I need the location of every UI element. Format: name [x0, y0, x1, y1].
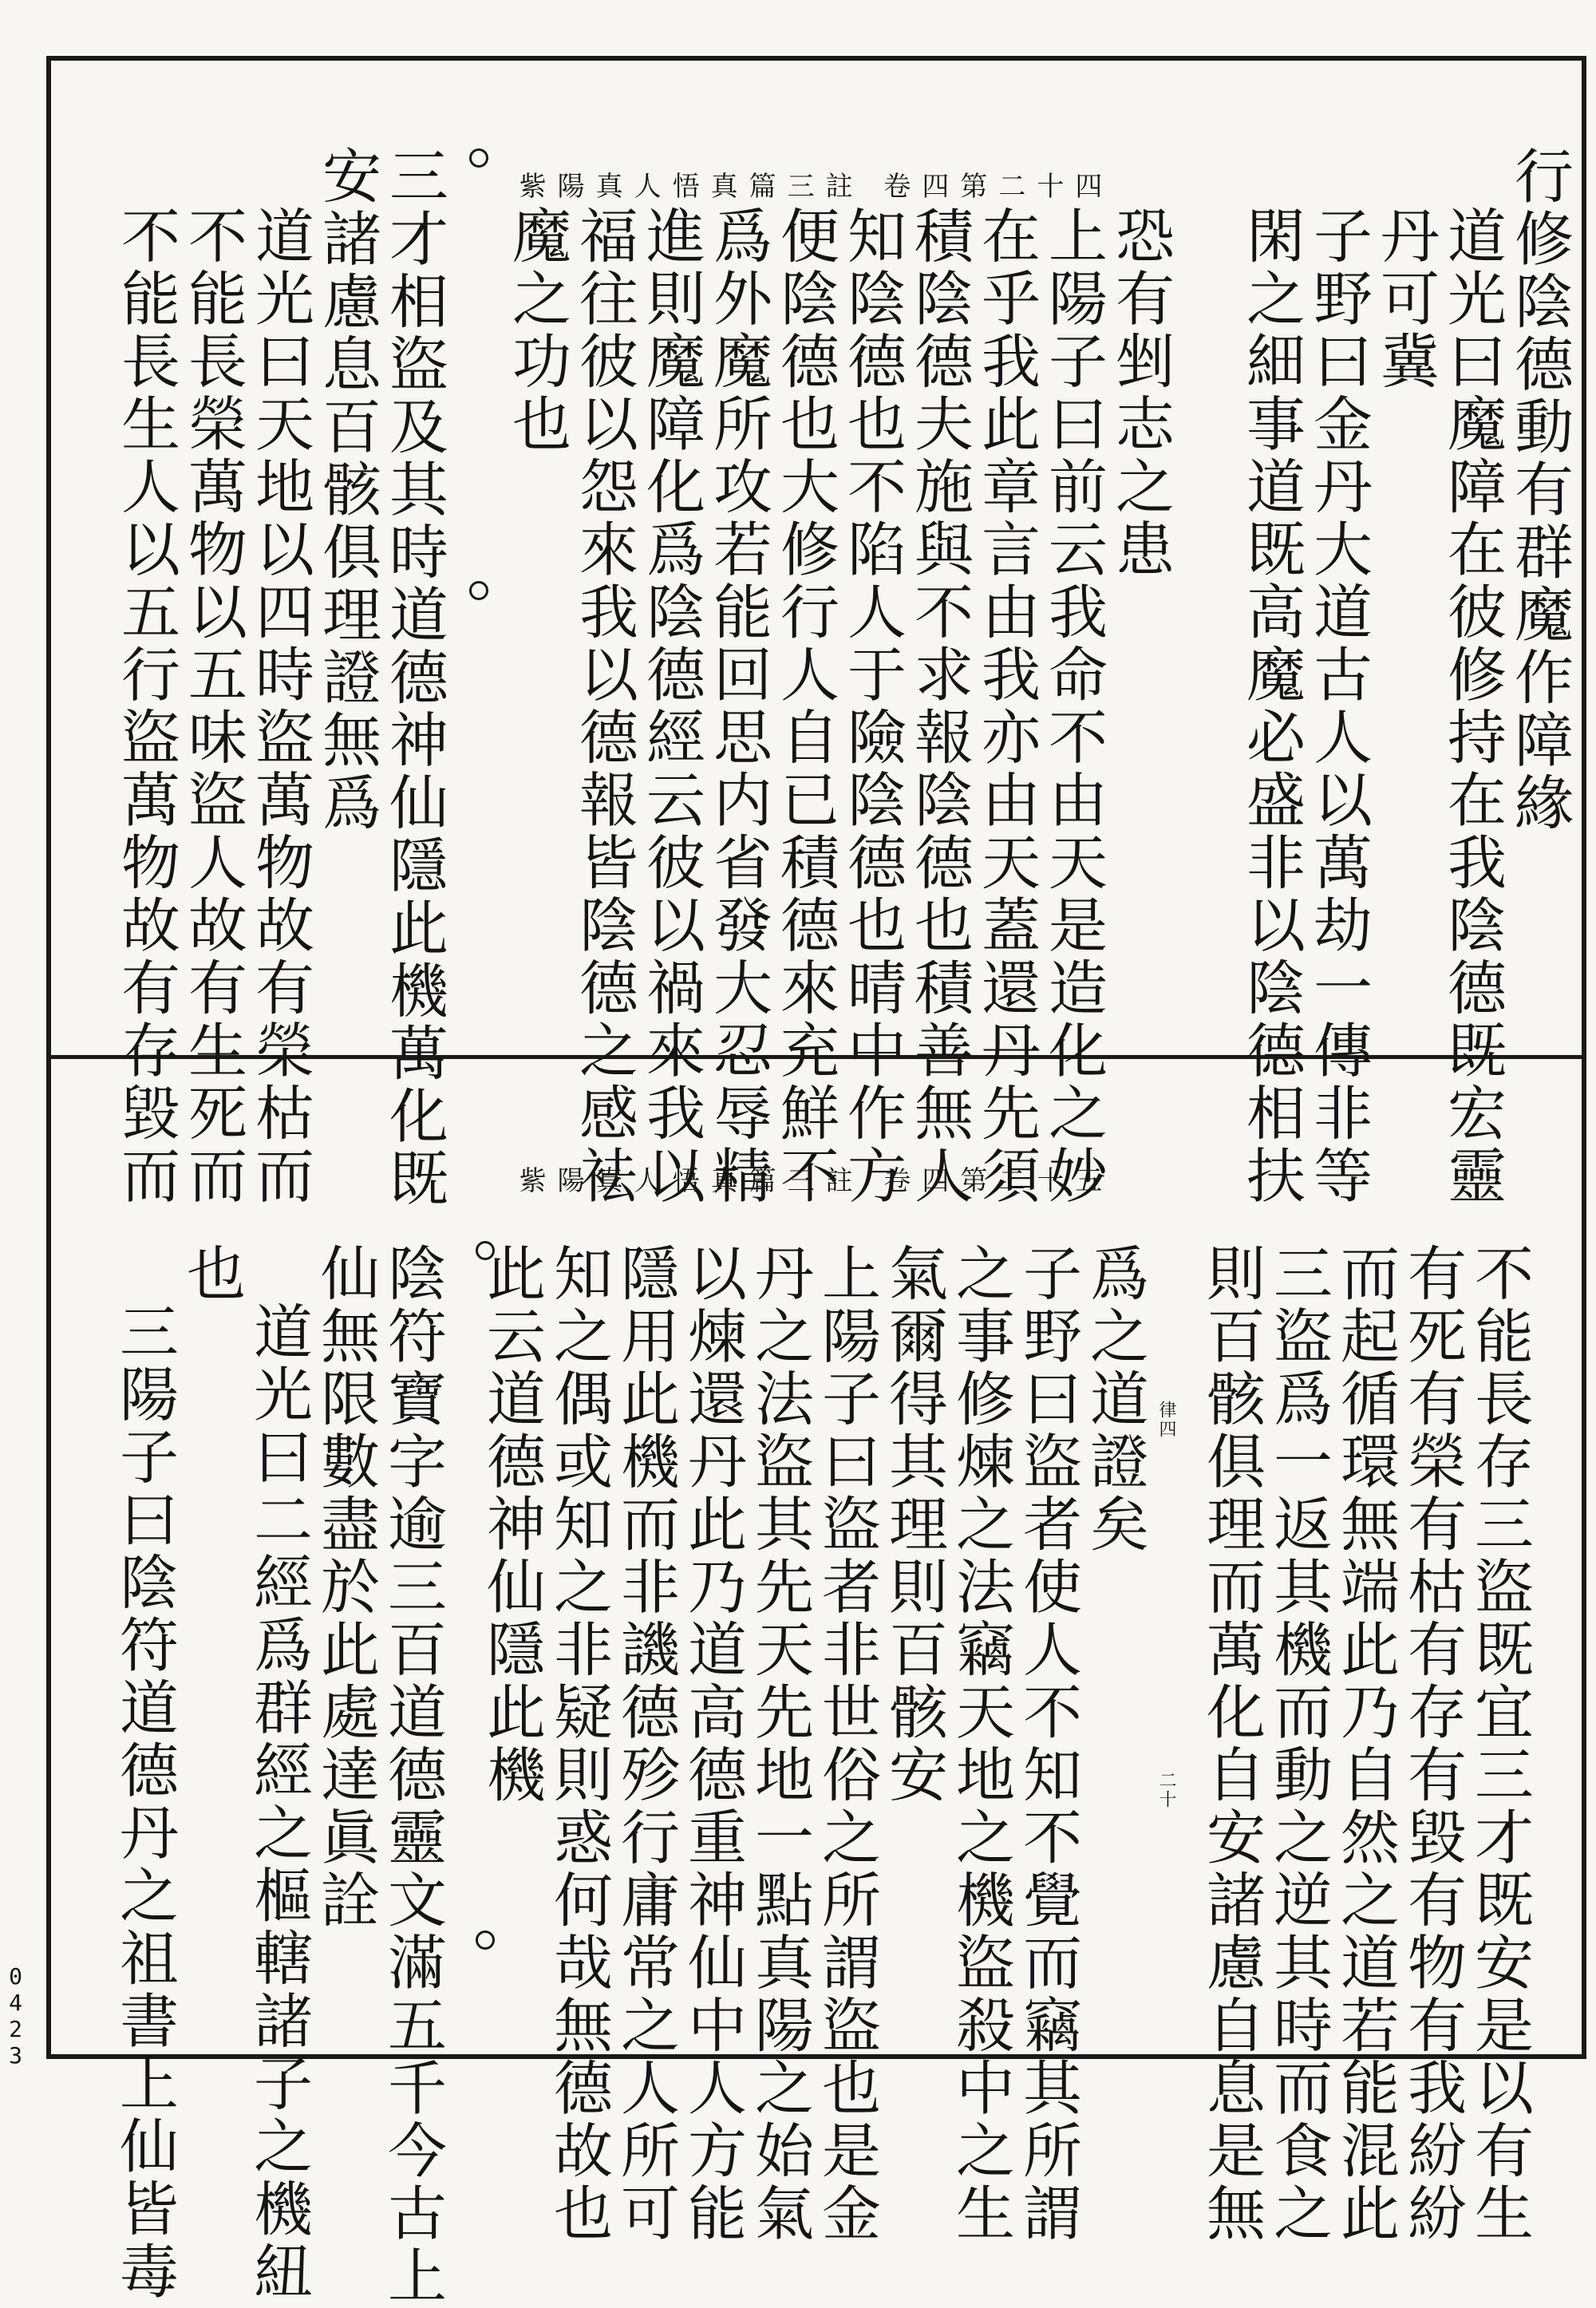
- text-column: 進則魔障化爲陰德經云彼以禍來我以: [637, 205, 705, 1207]
- text-column: 便陰德也大修行人自已積德來充鮮不: [771, 205, 839, 1207]
- text-column: 而起循環無端此乃自然之道若能混此: [1331, 1243, 1400, 2245]
- margin-note: 二十: [1156, 1771, 1176, 1809]
- text-column: 爲外魔所攻若能回思内省發大忍辱精: [704, 205, 772, 1207]
- text-column: 在乎我此章言由我亦由天蓋還丹先須: [972, 205, 1041, 1207]
- text-column: 三盜爲一返其機而動之逆其時而食之: [1264, 1243, 1333, 2245]
- text-column: 知陰德也不陷人于險陰德也晴中作方: [838, 205, 907, 1207]
- text-column: 也: [177, 1243, 246, 1306]
- text-column: 不能長存三盜既宜三才既安是以有生: [1465, 1243, 1534, 2245]
- text-column: 三陽子曰陰符道德丹之祖書上仙皆毒: [110, 1301, 179, 2303]
- text-column: 行修陰德動有群魔作障緣: [1505, 145, 1574, 835]
- text-column: 上陽子曰前云我命不由天是造化之妙: [1039, 205, 1108, 1207]
- text-column: 道光曰天地以四時盜萬物故有榮枯而: [246, 205, 314, 1207]
- paragraph-marker-circle: [469, 581, 488, 600]
- text-column: 子野曰金丹大道古人以萬劫一傳非等: [1304, 205, 1373, 1207]
- text-column: 不能長榮萬物以五味盜人故有生死而: [179, 205, 247, 1207]
- text-column: 三才相盜及其時道德神仙隱此機萬化既: [380, 145, 448, 1211]
- bottom-page-header: 紫陽真人悟真篇三註 卷四第二十五: [519, 1165, 1114, 1197]
- text-column: 陰符寶字逾三百道德靈文滿五千今古上: [378, 1243, 447, 2308]
- folio-number: 0423: [2, 1963, 29, 2069]
- text-column: 上陽子曰盜者非世俗之所謂盜也是金: [812, 1243, 881, 2245]
- margin-note: 律四: [1156, 1401, 1176, 1439]
- top-page-header: 紫陽真人悟真篇三註 卷四第二十四: [519, 171, 1114, 203]
- paragraph-marker-circle: [469, 148, 488, 168]
- text-column: 福往彼以怨來我以德報皆陰德之感袪: [570, 205, 638, 1207]
- text-column: 子野曰盜者使人不知不覺而竊其所謂: [1013, 1243, 1082, 2245]
- text-column: 隱用此機而非譏德殄行庸常之人所可: [611, 1243, 680, 2245]
- text-column: 不能長生人以五行盜萬物故有存毀而: [112, 205, 180, 1207]
- paragraph-marker-circle: [476, 1931, 495, 1950]
- text-column: 此云道德神仙隱此機: [477, 1243, 546, 1807]
- bottom-page: [51, 1059, 1582, 2308]
- text-column: 道光曰二經爲群經之樞轄諸子之機紐: [244, 1301, 313, 2303]
- text-column: 知之偶或知之非疑則惑何哉無德故也: [544, 1243, 613, 2245]
- text-column: 魔之功也: [503, 205, 571, 456]
- text-column: 安諸慮息百骸俱理證無爲: [313, 145, 381, 835]
- text-column: 以煉還丹此乃道高德重神仙中人方能: [678, 1243, 747, 2245]
- text-column: 氣爾得其理則百骸安: [879, 1243, 948, 1807]
- text-column: 仙無限數盡於此處達眞詮: [311, 1243, 380, 1932]
- text-column: 丹之法盜其先天先地一點真陽之始氣: [745, 1243, 814, 2245]
- text-column: 爲之道證矣: [1080, 1243, 1149, 1556]
- text-column: 道光曰魔障在彼修持在我陰德既宏靈: [1438, 205, 1507, 1207]
- text-column: 之事修煉之法竊天地之機盜殺中之生: [946, 1243, 1015, 2245]
- text-column: 恐有剉志之患: [1106, 205, 1175, 581]
- text-column: 有死有榮有枯有存有毀有物有我紛紛: [1398, 1243, 1467, 2245]
- text-column: 則百骸俱理而萬化自安諸慮自息是無: [1197, 1243, 1266, 2245]
- text-column: 積陰德夫施與不求報陰德也積善無人: [905, 205, 974, 1207]
- text-column: 丹可冀: [1371, 205, 1440, 393]
- text-column: 閑之細事道既高魔必盛非以陰德相扶: [1237, 205, 1306, 1207]
